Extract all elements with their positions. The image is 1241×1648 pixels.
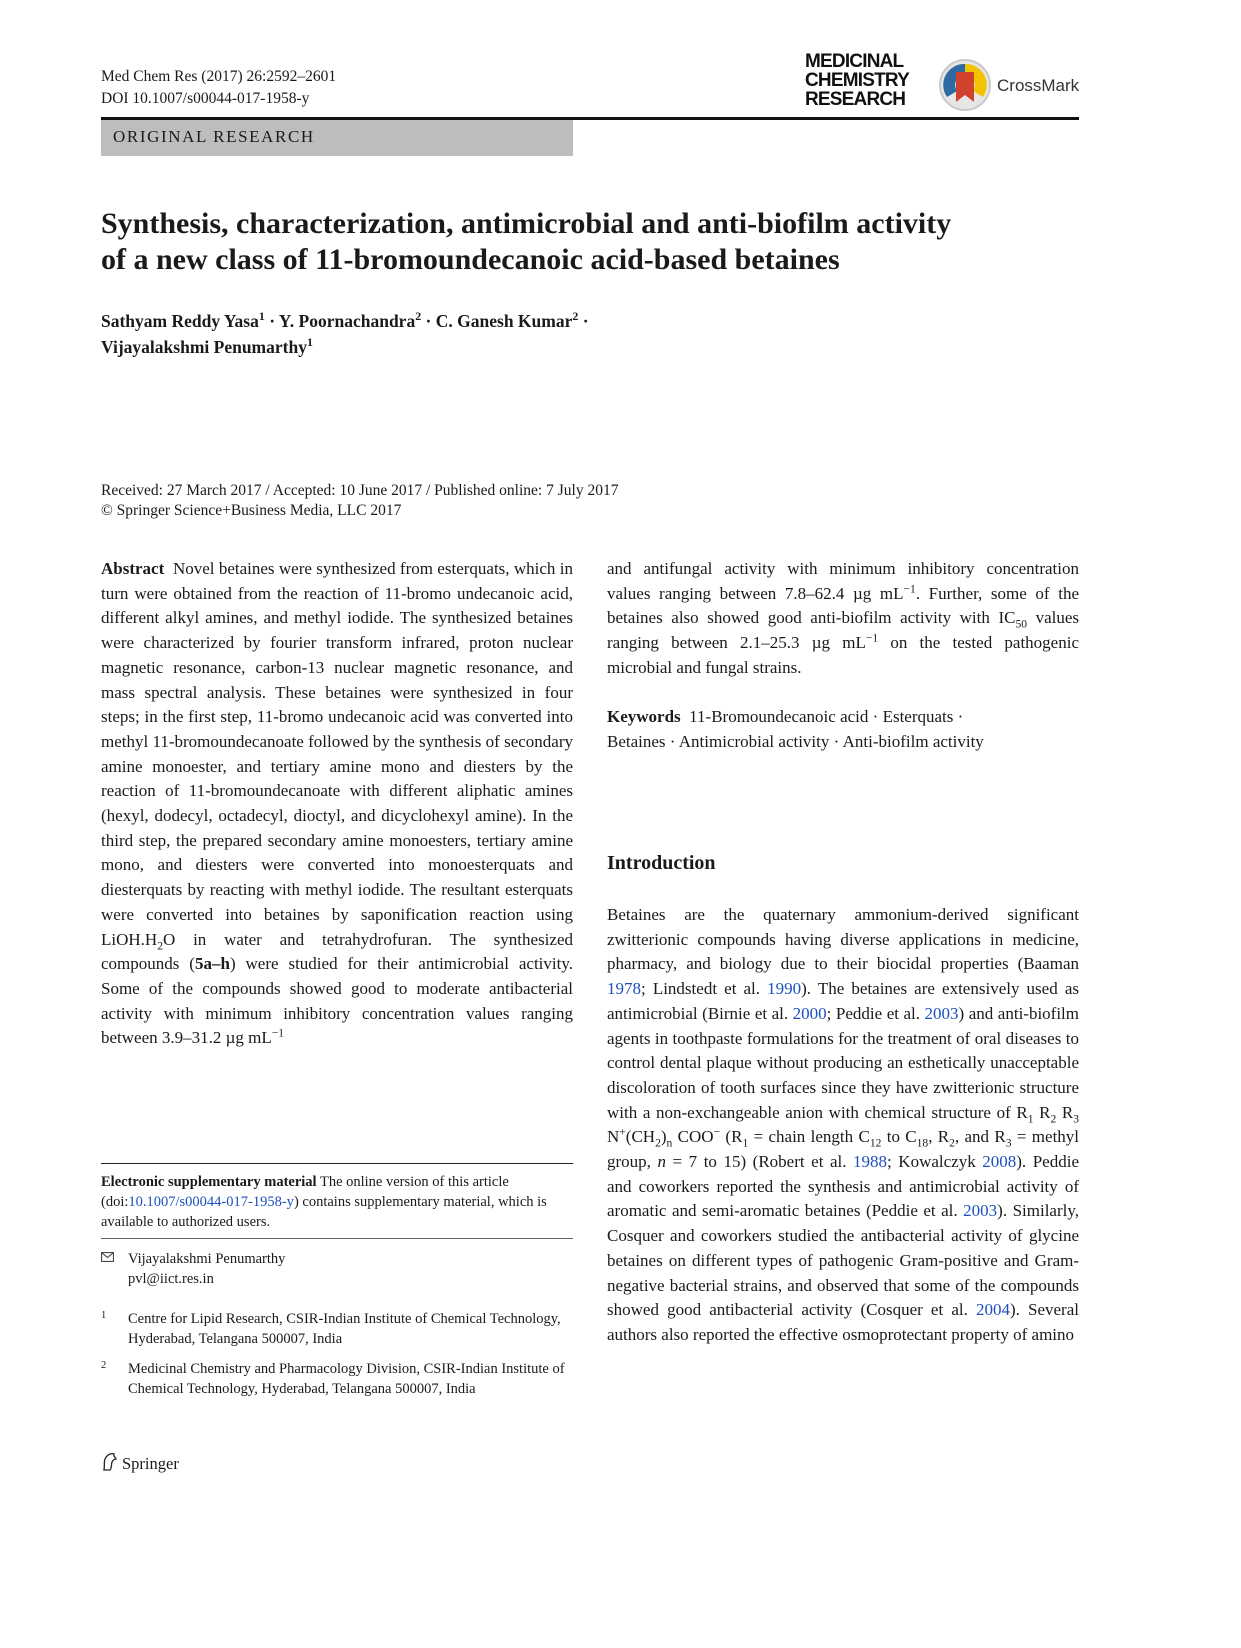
crossmark-icon[interactable] — [938, 58, 992, 112]
esm-text: The online version of this article (doi: — [101, 1174, 509, 1210]
author: Sathyam Reddy Yasa — [101, 311, 259, 331]
keywords: Keywords 11-Bromoundecanoic acid · Esterquats · Betaines · Antimicrobial activity · Anti-biofilm activity — [607, 707, 984, 751]
compound-ids: 5a–h — [194, 954, 230, 974]
variable: n — [657, 1152, 666, 1172]
intro-text: ) and anti-biofilm agents in toothpaste formulations for the treatment of oral diseases to control dental plaque without producing an esthetically unacceptable discoloration of tooth surfaces since they have zwitterionic structure with a non-exchangeable anion with chemical structure of R — [607, 1003, 1080, 1122]
esm-label: Electronic supplementary material — [101, 1174, 317, 1190]
abstract-text: values ranging between 2.1–25.3 µg mL — [607, 608, 1080, 653]
superscript: − — [713, 1125, 721, 1139]
intro-text: ). Several authors also reported the effective osmoprotectant property of amino — [607, 1300, 1079, 1344]
affiliation-text: Medicinal Chemistry and Pharmacology Division, CSIR-Indian Institute of Chemical Technology, Hyderabad, Telangana 500007, India — [128, 1361, 565, 1397]
intro-text: ). Similarly, Cosquer and coworkers studied the antibacterial activity of glycine betaines on different types of pathogenic Gram-positive and Gram-negative bacterial strains, and observed that some of the compounds showed good antibacterial activity (Cosquer et al. — [607, 1201, 1079, 1320]
corresponding-name: Vijayalakshmi Penumarthy — [128, 1251, 286, 1267]
author-affiliation-mark: 2 — [572, 309, 579, 324]
abstract-text: in water and tetrahydrofuran. The synthesized compounds ( — [101, 929, 573, 974]
author-affiliation-mark: 1 — [258, 309, 265, 324]
affiliation-text: Centre for Lipid Research, CSIR-Indian Institute of Chemical Technology, Hyderabad, Telangana 500007, India — [128, 1311, 561, 1347]
affiliation-number: 1 — [101, 1310, 107, 1321]
abstract-text: . Further, some of the betaines also showed good anti-biofilm activity with IC — [607, 583, 1079, 628]
citation-link[interactable]: 2008 — [982, 1152, 1017, 1172]
corresponding-author — [101, 1249, 573, 1289]
abstract-label: Abstract — [101, 559, 165, 578]
journal-logo — [805, 52, 909, 109]
intro-text: ; Kowalczyk — [887, 1152, 983, 1172]
introduction-heading: Introduction — [607, 852, 716, 874]
intro-text: ). Peddie and coworkers reported the synthesis and antimicrobial activity of aromatic and semi-aromatic betaines (Peddie et al. — [607, 1152, 1079, 1221]
intro-text: = chain length C — [748, 1127, 870, 1147]
author-affiliation-mark: 2 — [415, 309, 422, 324]
abstract-paragraph — [607, 557, 1079, 681]
formula: LiOH.H — [101, 929, 158, 949]
abstract — [101, 557, 573, 1051]
envelope-icon — [101, 1252, 114, 1262]
author: C. Ganesh Kumar — [435, 311, 573, 331]
citation-link[interactable]: 2003 — [924, 1003, 959, 1023]
affiliation-2 — [101, 1359, 573, 1399]
keyword: Anti-biofilm activity — [842, 731, 984, 751]
subscript: 1 — [1027, 1112, 1034, 1126]
subscript: 12 — [869, 1136, 882, 1150]
subscript: 18 — [916, 1136, 929, 1150]
footnote-divider — [101, 1238, 573, 1239]
keyword: 11-Bromoundecanoic acid — [689, 707, 869, 726]
introduction-paragraph — [607, 903, 1079, 1348]
journal-reference — [101, 66, 336, 110]
esm-text: ) contains supplementary material, which is available to authorized users. — [101, 1194, 547, 1230]
journal-citation: Med Chem Res (2017) 26:2592–2601 — [101, 68, 337, 85]
subscript: 3 — [1073, 1112, 1079, 1126]
supplementary-note — [101, 1172, 573, 1232]
intro-text: Betaines are the quaternary ammonium-derived significant zwitterionic compounds having diverse applications in medicine, pharmacy, and biology due to their biocidal properties (Baaman — [607, 905, 1079, 974]
copyright: © Springer Science+Business Media, LLC 2017 — [101, 502, 402, 519]
author: Vijayalakshmi Penumarthy — [101, 337, 307, 357]
keyword: Antimicrobial activity — [678, 731, 830, 751]
springer-horse-icon — [101, 1452, 119, 1472]
keywords-label: Keywords — [607, 707, 681, 726]
keyword: Esterquats — [882, 707, 954, 726]
author-affiliation-mark: 1 — [306, 335, 313, 350]
unit-exponent: −1 — [903, 582, 916, 596]
subscript: 2 — [1050, 1112, 1057, 1126]
formula: O — [162, 929, 176, 949]
affiliation-number: 2 — [101, 1360, 107, 1371]
subscript: n — [666, 1136, 673, 1150]
intro-text: , R — [928, 1127, 950, 1147]
logo-line-1: MEDICINAL — [805, 51, 904, 72]
intro-text: ; Peddie et al. — [826, 1003, 925, 1023]
subscript: 2 — [655, 1136, 661, 1150]
history-dates: Received: 27 March 2017 / Accepted: 10 June 2017 / Published online: 7 July 2017 — [101, 482, 619, 499]
citation-link[interactable]: 2000 — [792, 1003, 827, 1023]
intro-text: = methyl group, — [607, 1127, 1080, 1172]
article-title — [101, 206, 1081, 278]
citation-link[interactable]: 2003 — [963, 1201, 998, 1221]
affiliation-1 — [101, 1309, 573, 1349]
unit-exponent: −1 — [865, 631, 879, 645]
superscript: + — [619, 1125, 626, 1139]
abstract-text: Novel betaines were synthesized from esterquats, which in turn were obtained from the reaction of 11-bromo undecanoic acid, different alkyl amines, and methyl iodide. The synthesized betaines were characterized by fourier transform infrared, proton nuclear magnetic resonance, carbon-13 nuclear magnetic resonance, and mass spectral analysis. These betaines were synthesized in four steps; in the first step, 11-bromo undecanoic acid was converted into methyl 11-bromoundecanoate followed by the synthesis of secondary amine monoester, and tertiary amine mono and diesters by the reaction of 11-bromoundecanoate with different aliphatic amines (hexyl, dodecyl, octadecyl, dioctyl, and dicyclohexyl amine). In the third step, the prepared secondary amine monoesters, tertiary amine mono, and diesters were converted into monoesterquats and diesterquats by reacting with methyl iodide. The resultant esterquats were converted into betaines by saponification reaction using — [101, 559, 573, 924]
abstract-text: and antifungal activity with minimum inhibitory concentration values ranging between 7.8–62.4 µg mL — [607, 559, 1079, 603]
unit-exponent: −1 — [271, 1026, 285, 1040]
intro-text: COO — [672, 1127, 714, 1147]
logo-line-3: RESEARCH — [805, 89, 906, 110]
intro-text: ) — [660, 1127, 667, 1147]
keyword: Betaines — [607, 731, 666, 751]
intro-text: N — [607, 1127, 620, 1147]
intro-text: R — [1056, 1102, 1074, 1122]
section-label: ORIGINAL RESEARCH — [101, 120, 573, 156]
doi: DOI 10.1007/s00044-017-1958-y — [101, 90, 310, 107]
intro-text: = 7 to 15) (Robert et al. — [665, 1152, 854, 1172]
intro-text: to C — [881, 1127, 917, 1147]
formula-subscript: 2 — [157, 938, 163, 952]
intro-text: , and R — [954, 1127, 1006, 1147]
abstract-text: ) were studied for their antimicrobial activity. Some of the compounds showed good to moderate antibacterial activity with minimum inhibitory concentration values ranging between 3.9–31.2 µg mL — [101, 954, 573, 1048]
citation-link[interactable]: 1990 — [767, 979, 802, 999]
logo-line-2: CHEMISTRY — [805, 70, 909, 91]
footnote-rule — [101, 1163, 573, 1164]
author: Y. Poornachandra — [278, 311, 416, 331]
subscript: 1 — [742, 1136, 749, 1150]
subscript: 3 — [1005, 1136, 1012, 1150]
citation-link[interactable]: 1978 — [607, 979, 641, 999]
author-list: Sathyam Reddy Yasa$^1$ · Y. Poornachandra$^2$ · C. Ganesh Kumar$^2$ · Vijayalakshmi Penumarthy$^1$ — [101, 309, 589, 357]
intro-text: R — [1033, 1102, 1051, 1122]
intro-text: ). The betaines are extensively used as antimicrobial (Birnie et al. — [607, 979, 1079, 1023]
publication-dates — [101, 481, 1001, 521]
crossmark-label[interactable]: CrossMark — [997, 76, 1080, 95]
title-line-2: of a new class of 11-bromoundecanoic acid-based betaines — [101, 243, 840, 276]
intro-text: (CH — [625, 1127, 656, 1147]
abstract-paragraph — [101, 557, 573, 1051]
citation-link[interactable]: 1988 — [853, 1152, 888, 1172]
corresponding-email[interactable]: pvl@iict.res.in — [128, 1271, 214, 1287]
subscript: 2 — [949, 1136, 955, 1150]
publisher-footer — [101, 1452, 179, 1474]
title-line-1: Synthesis, characterization, antimicrobial and anti-biofilm activity — [101, 207, 952, 240]
intro-text: ; Lindstedt et al. — [641, 979, 768, 999]
introduction-body — [607, 903, 1079, 1348]
abstract-text: on the tested pathogenic microbial and fungal strains. — [607, 633, 1079, 677]
intro-text: (R — [720, 1127, 743, 1147]
abstract-continued — [607, 557, 1079, 681]
publisher-name: Springer — [122, 1454, 179, 1473]
esm-doi-link[interactable]: 10.1007/s00044-017-1958-y — [128, 1194, 294, 1210]
ic50-subscript: 50 — [1015, 617, 1027, 631]
citation-link[interactable]: 2004 — [975, 1300, 1010, 1320]
